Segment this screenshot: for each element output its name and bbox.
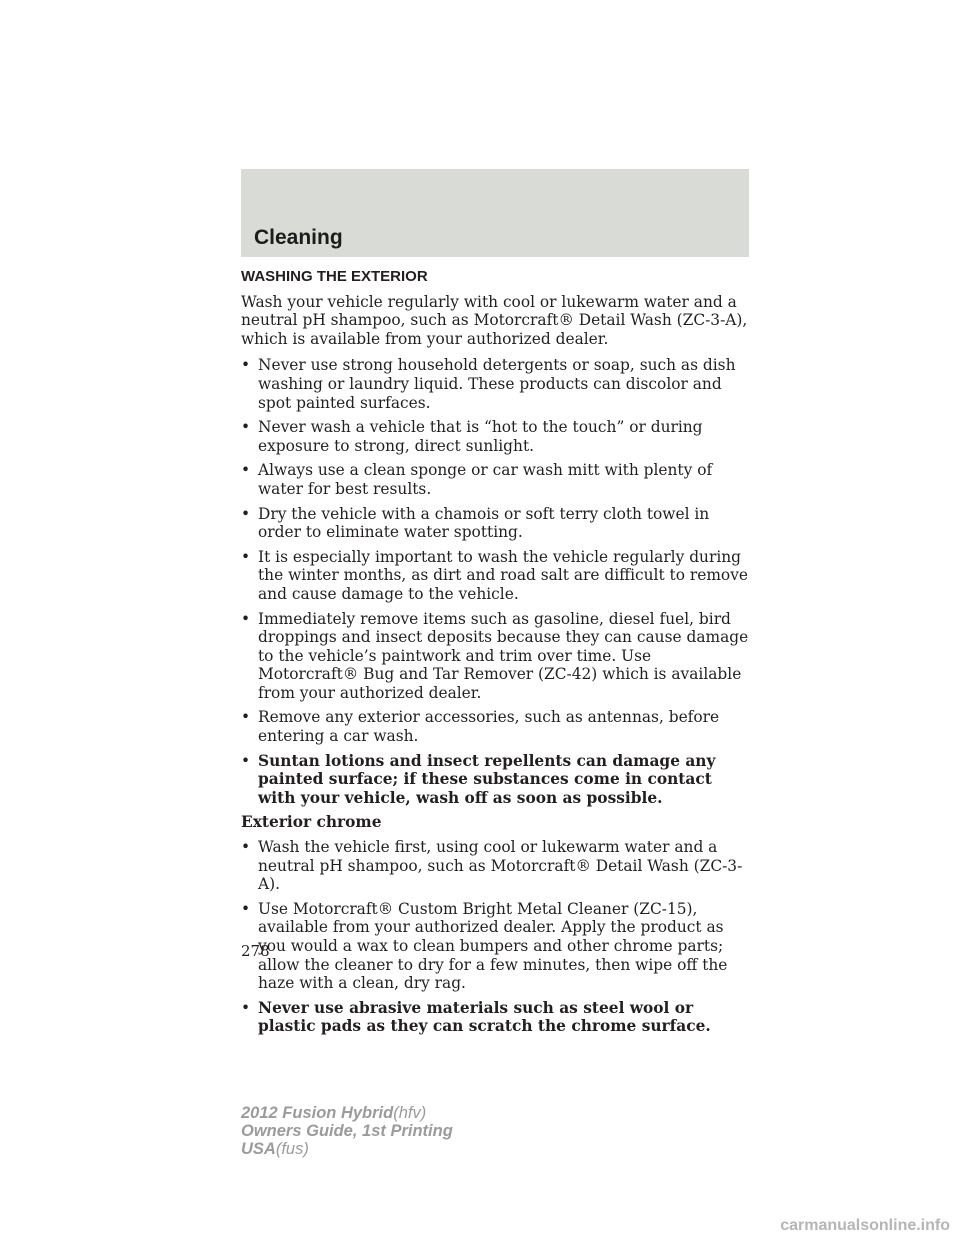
- list-item: • Always use a clean sponge or car wash mitt with plenty of water for best results.: [241, 461, 713, 498]
- list-item: • It is especially important to wash the vehicle regularly during the winter months, as dirt and road salt are difficult to remove and cause damage to the vehicle.: [241, 547, 748, 603]
- bullet-icon: •: [241, 708, 251, 727]
- bullet-icon: •: [241, 504, 251, 523]
- subheading-exterior-chrome: Exterior chrome: [241, 813, 382, 832]
- heading-washing-exterior: WASHING THE EXTERIOR: [241, 268, 428, 285]
- bullet-icon: •: [241, 998, 251, 1017]
- footer-line-guide: Owners Guide, 1st Printing: [241, 1122, 453, 1140]
- bullet-icon: •: [241, 356, 251, 375]
- page-number: 278: [241, 942, 270, 960]
- footer-print-info: [241, 1104, 453, 1158]
- footer-line-region: USA(fus): [241, 1140, 309, 1158]
- washing-bullet-list: [241, 356, 753, 807]
- list-item: • Dry the vehicle with a chamois or soft terry cloth towel in order to eliminate water spotting.: [241, 504, 710, 542]
- bullet-icon: •: [241, 609, 251, 628]
- footer-line-model: 2012 Fusion Hybrid(hfv): [241, 1104, 427, 1122]
- chrome-bullet-list: [241, 838, 753, 1036]
- bullet-icon: •: [241, 418, 251, 437]
- watermark: carmanualsonline.info: [780, 1217, 950, 1234]
- bullet-icon: •: [241, 838, 251, 857]
- list-item: • Immediately remove items such as gasoline, diesel fuel, bird droppings and insect deposits because they can cause damage to the vehicle’s paintwork and trim over time. Use Motorcraft® Bug and Tar Remover (ZC-42) which is available from your authorized dealer.: [241, 609, 749, 702]
- bullet-icon: •: [241, 461, 251, 480]
- list-item-warning: • Never use abrasive materials such as steel wool or plastic pads as they can scratch the chrome surface.: [241, 998, 711, 1036]
- bullet-icon: •: [241, 547, 251, 566]
- list-item: • Wash the vehicle first, using cool or lukewarm water and a neutral pH shampoo, such as Motorcraft® Detail Wash (ZC-3-A).: [241, 838, 743, 894]
- list-item-warning: • Suntan lotions and insect repellents can damage any painted surface; if these substances come in contact with your vehicle, wash off as soon as possible.: [241, 751, 716, 807]
- list-item: • Never wash a vehicle that is “hot to the touch” or during exposure to strong, direct sunlight.: [241, 418, 703, 455]
- page-content: [241, 268, 753, 1042]
- bullet-icon: •: [241, 751, 251, 770]
- bullet-icon: •: [241, 899, 251, 918]
- list-item: • Use Motorcraft® Custom Bright Metal Cleaner (ZC-15), available from your authorized dealer. Apply the product as you would a wax to clean bumpers and other chrome parts; allow the cleaner to dry for a few minutes, then wipe off the haze with a clean, dry rag.: [241, 899, 728, 993]
- list-item: • Never use strong household detergents or soap, such as dish washing or laundry liquid. These products can discolor and spot painted surfaces.: [241, 356, 736, 412]
- section-title: Cleaning: [254, 226, 343, 249]
- list-item: • Remove any exterior accessories, such as antennas, before entering a car wash.: [241, 708, 720, 746]
- intro-paragraph: Wash your vehicle regularly with cool or lukewarm water and a neutral pH shampoo, such as Motorcraft® Detail Wash (ZC-3-A), which is available from your authorized dealer.: [241, 292, 748, 348]
